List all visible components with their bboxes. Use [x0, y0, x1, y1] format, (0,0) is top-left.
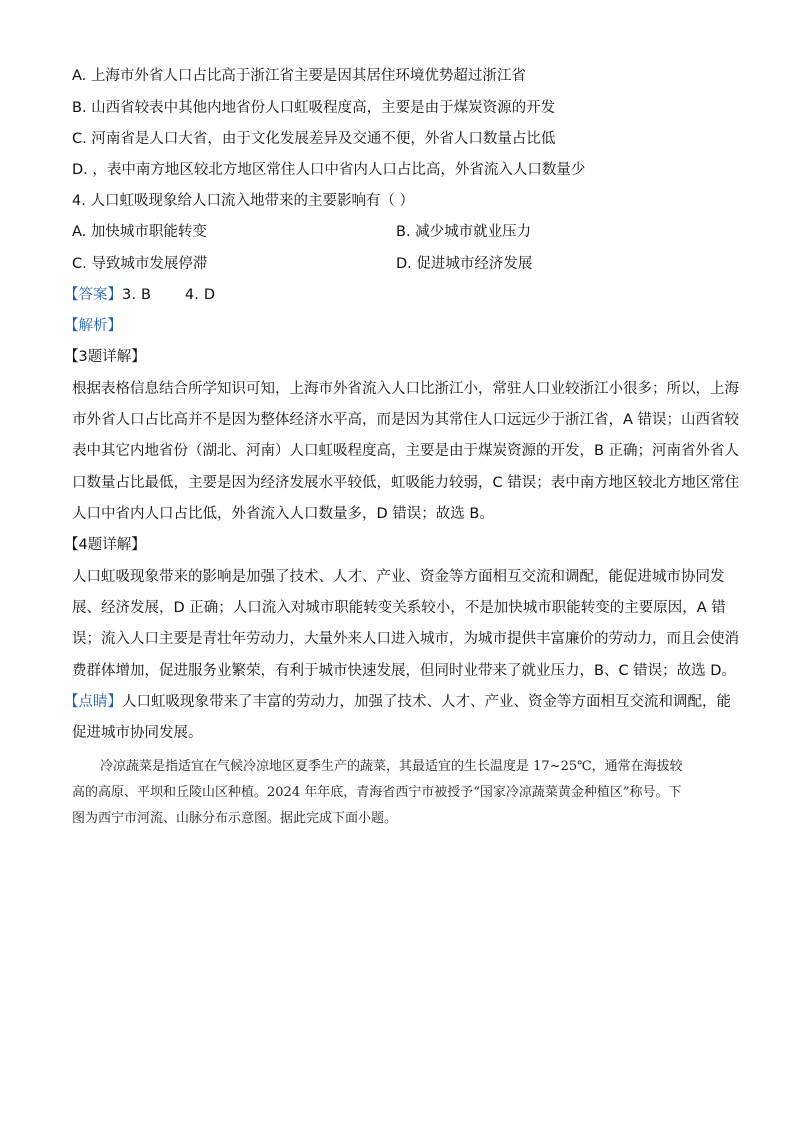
q4-option-b: B. 减少城市就业压力 — [396, 224, 532, 240]
analysis-label: 【解析】 — [64, 318, 122, 334]
answer-value: 3. B 4. D — [122, 287, 216, 303]
detail3-line: 口数量占比最低，主要是因为经济发展水平较低，虹吸能力较弱，C 错误；表中南方地区较北方地区常住 — [72, 474, 740, 491]
comment-text: 人口虹吸现象带来了丰富的劳动力，加强了技术、人才、产业、资金等方面相互交流和调配，能 — [122, 694, 731, 710]
detail3-paragraph — [72, 374, 740, 530]
detail4-paragraph — [72, 562, 739, 687]
detail3-line: 市外省人口占比高并不是因为整体经济水平高，而是因为其常住人口远远少于浙江省，A 错误；山西省较 — [72, 412, 740, 429]
q3-option-d: D. ，表中南方地区较北方地区常住人口中省内人口占比高，外省流入人口数量少 — [72, 162, 586, 178]
intro-line: 图为西宁市河流、山脉分布示意图。据此完成下面小题。 — [72, 811, 398, 826]
next-question-intro — [72, 754, 722, 832]
q4-stem: 4. 人口虹吸现象给人口流入地带来的主要影响有（ ） — [72, 193, 415, 209]
detail3-label: 【3题详解】 — [64, 349, 146, 365]
detail4-line: 展、经济发展，D 正确；人口流入对城市职能转变关系较小，不是加快城市职能转变的主要原因，A 错 — [72, 600, 726, 617]
detail3-line: 人口中省内人口占比低，外省流入人口数量多，D 错误；故选 B。 — [72, 505, 494, 522]
detail4-line: 费群体增加，促进服务业繁荣，有利于城市快速发展，但同时业带来了就业压力，B、C 错误；故选 D。 — [72, 662, 736, 679]
answer-line — [64, 285, 714, 305]
comment-line: 促进城市协同发展。 — [72, 725, 203, 742]
comment-paragraph — [64, 687, 731, 749]
detail4-label: 【4题详解】 — [64, 537, 146, 553]
q3-option-c: C. 河南省是人口大省，由于文化发展差异及交通不便，外省人口数量占比低 — [72, 131, 556, 147]
detail3-line: 根据表格信息结合所学知识可知，上海市外省流入人口比浙江小，常驻人口业较浙江小很多；所以，上海 — [72, 381, 739, 397]
intro-line: 冷凉蔬菜是指适宜在气候冷凉地区夏季生产的蔬菜，其最适宜的生长温度是 17~25℃，通常在海拔较 — [100, 759, 683, 774]
q3-option-b: B. 山西省较表中其他内地省份人口虹吸程度高，主要是由于煤炭资源的开发 — [72, 100, 556, 116]
q4-option-a: A. 加快城市职能转变 — [72, 224, 207, 240]
intro-line: 高的高原、平坝和丘陵山区种植。2024 年年底，青海省西宁市被授予“国家冷凉蔬菜黄金种植区”称号。下 — [72, 785, 682, 800]
answer-label: 【答案】 — [64, 287, 122, 303]
q4-options-row-2 — [72, 254, 722, 274]
q4-options-row-1 — [72, 222, 722, 242]
comment-line — [64, 687, 731, 718]
detail4-line: 人口虹吸现象带来的影响是加强了技术、人才、产业、资金等方面相互交流和调配，能促进城市协同发 — [72, 569, 725, 585]
q4-option-d: D. 促进城市经济发展 — [396, 256, 533, 272]
detail4-line: 误；流入人口主要是青壮年劳动力，大量外来人口进入城市，为城市提供丰富廉价的劳动力，而且会使消 — [72, 631, 739, 648]
comment-label: 【点睛】 — [64, 694, 122, 710]
q4-option-c: C. 导致城市发展停滞 — [72, 256, 208, 272]
q3-option-a: A. 上海市外省人口占比高于浙江省主要是因其居住环境优势超过浙江省 — [72, 68, 526, 84]
detail3-line: 表中其它内地省份（湖北、河南）人口虹吸程度高，主要是由于煤炭资源的开发，B 正确；河南省外省人 — [72, 443, 740, 460]
